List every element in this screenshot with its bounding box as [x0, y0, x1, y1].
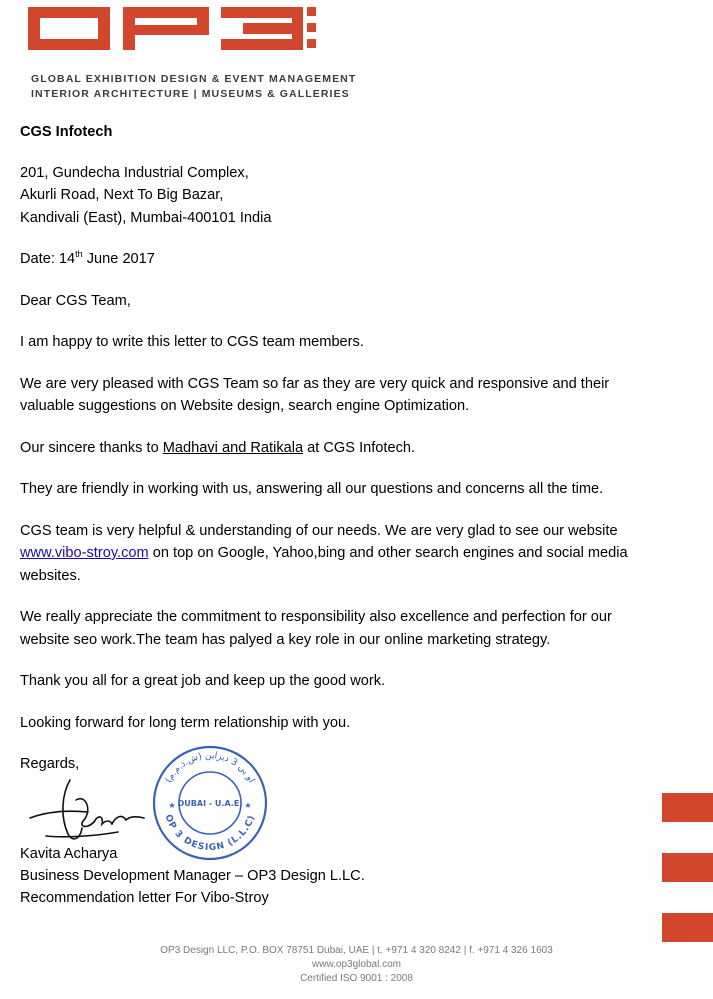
op3-logo: [28, 4, 320, 52]
paragraph-7: Thank you all for a great job and keep up the good work.: [20, 673, 386, 689]
signature-block: [20, 843, 365, 909]
p3-post: at CGS Infotech.: [303, 439, 416, 456]
stamp-arabic-text: او بي 3 ديزاين (ش.ذ.م.م): [163, 750, 257, 785]
signatory-name: Kavita Acharya: [20, 846, 118, 862]
address-line-2: Akurli Road, Next To Big Bazar,: [20, 187, 224, 203]
date-label: Date: 14: [20, 251, 76, 267]
footer-website: www.op3global.com: [312, 959, 401, 970]
paragraph-4: They are friendly in working with us, answering all our questions and concerns all the time.: [20, 481, 604, 497]
paragraph-2: We are very pleased with CGS Team so far as they are very quick and responsive and their valuable suggestions on Website design, search engine Optimization.: [20, 375, 610, 414]
decorative-bar-3: [662, 913, 713, 942]
letter-footer: [0, 944, 713, 986]
p5-post: on top on Google, Yahoo,bing and other search engines and social media websites.: [20, 545, 628, 584]
regards: Regards,: [20, 756, 80, 772]
paragraph-3: [20, 437, 660, 460]
date-suffix: th: [75, 249, 83, 260]
date-rest: June 2017: [82, 251, 155, 267]
salutation: Dear CGS Team,: [20, 292, 131, 309]
address-line-3: Kandivali (East), Mumbai-400101 India: [20, 209, 272, 226]
paragraph-6: We really appreciate the commitment to responsibility also excellence and perfection for our website seo work.The team has palyed a key role in our online marketing strategy.: [20, 609, 612, 648]
letter-note: Recommendation letter For Vibo-Stroy: [20, 890, 269, 906]
decorative-bar-1: [662, 793, 713, 822]
letterhead-tagline: [31, 72, 356, 101]
recipient-name: CGS Infotech: [20, 124, 113, 140]
p3-pre: Our sincere thanks to: [20, 439, 163, 456]
website-link[interactable]: www.vibo-stroy.com: [20, 545, 149, 561]
footer-contact: OP3 Design LLC, P.O. BOX 78751 Dubai, UAE | t. +971 4 320 8242 | f. +971 4 326 1603: [160, 945, 553, 956]
letter-date: [20, 248, 660, 271]
letter-body: [20, 121, 660, 776]
paragraph-5: [20, 520, 660, 588]
p5-pre: CGS team is very helpful & understanding of our needs. We are very glad to see our website: [20, 522, 618, 539]
footer-certification: Certified ISO 9001 : 2008: [300, 973, 413, 984]
stamp-ring-text: OP 3 DESIGN (L.L.C): [162, 813, 258, 854]
tagline-line-1: GLOBAL EXHIBITION DESIGN & EVENT MANAGEMENT: [31, 73, 357, 85]
stamp-center-text: DUBAI - U.A.E.: [177, 799, 243, 808]
signature-image: [26, 776, 156, 846]
svg-text:★: ★: [244, 801, 252, 810]
decorative-bar-2: [662, 853, 713, 882]
paragraph-1: I am happy to write this letter to CGS team members.: [20, 334, 364, 350]
address-line-1: 201, Gundecha Industrial Complex,: [20, 164, 249, 181]
svg-text:★: ★: [168, 801, 176, 810]
tagline-line-2: INTERIOR ARCHITECTURE | MUSEUMS & GALLERIES: [31, 87, 350, 100]
paragraph-8: Looking forward for long term relationship with you.: [20, 714, 351, 731]
signatory-title: Business Development Manager – OP3 Design L.LC.: [20, 868, 365, 884]
team-names: Madhavi and Ratikala: [162, 439, 304, 456]
